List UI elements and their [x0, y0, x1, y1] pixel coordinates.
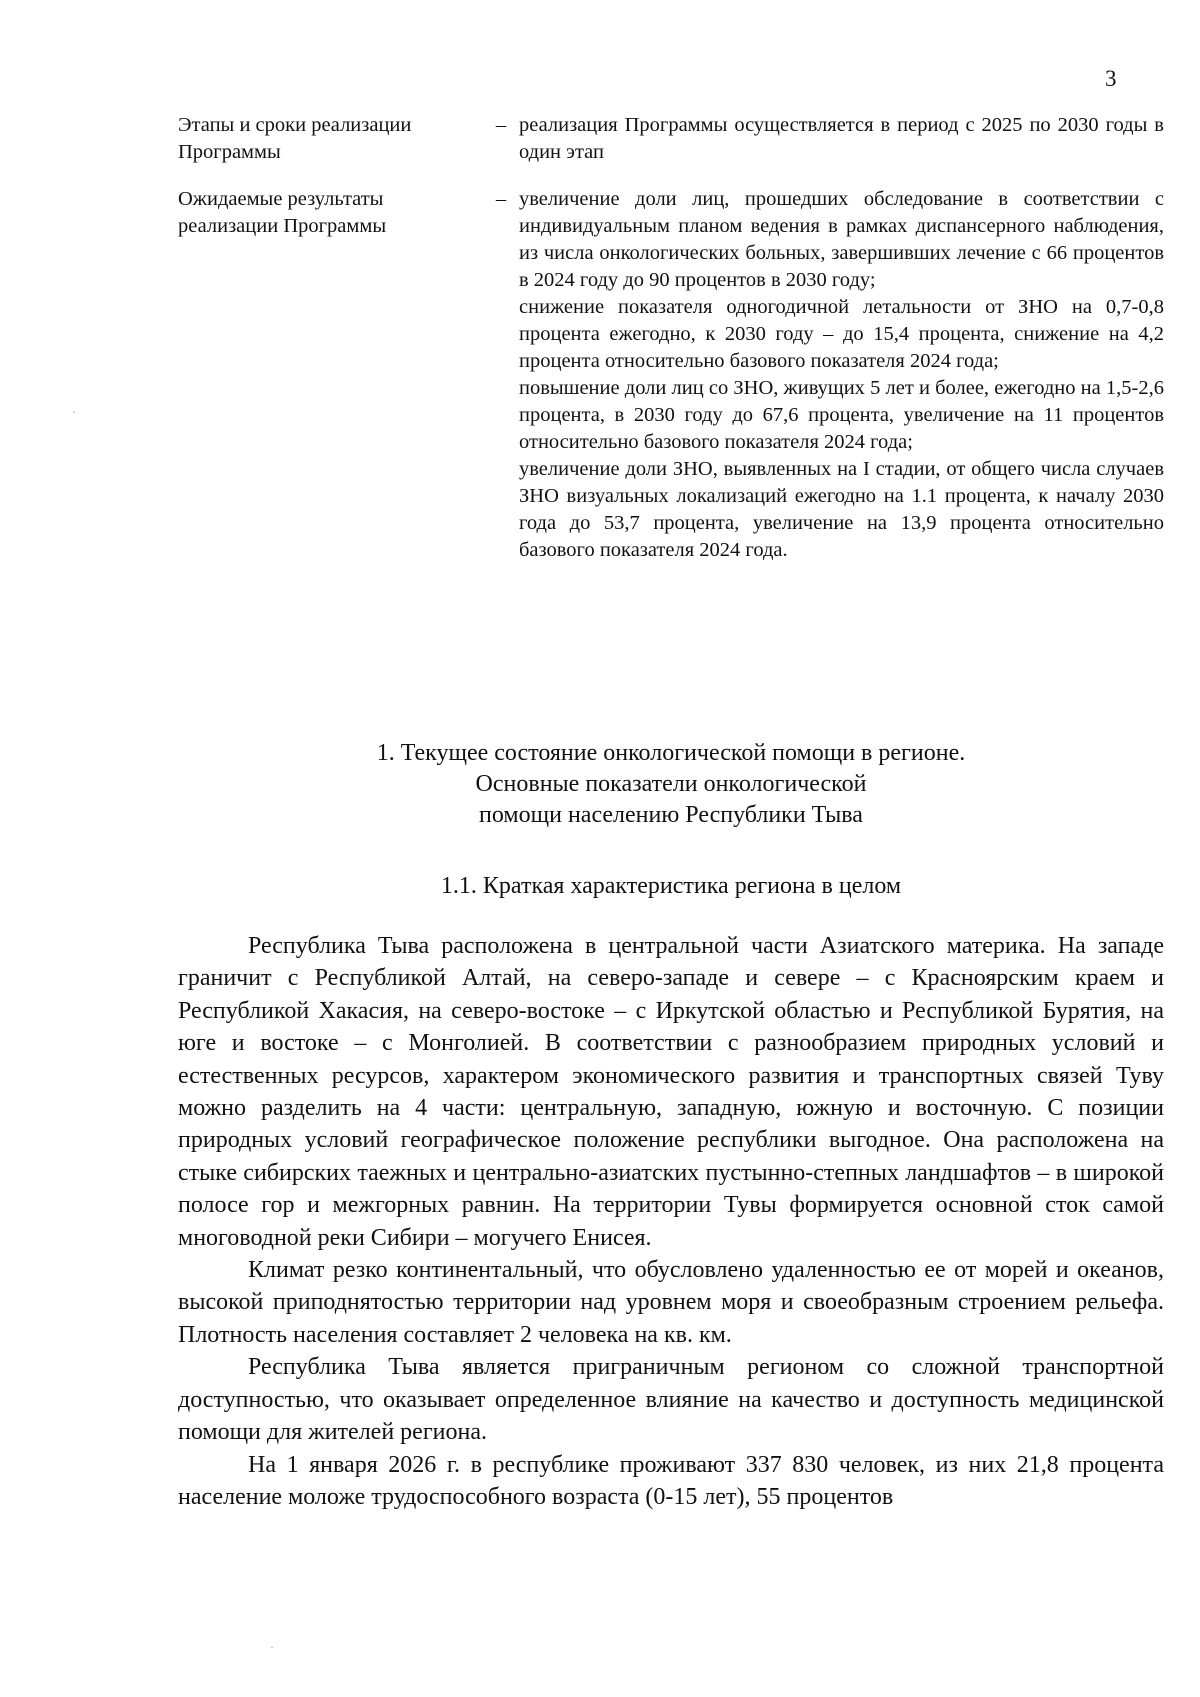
table-row [178, 112, 1164, 166]
scan-speck: · [270, 1640, 274, 1654]
row-paragraph: повышение доли лиц со ЗНО, живущих 5 лет и более, ежегодно на 1,5-2,6 процента, в 2030 году до 67,6 процента, увеличение на 11 процентов относительно базового показателя 2024 года; [519, 377, 1164, 453]
program-passport-table [178, 112, 1164, 584]
section-heading-line: помощи населению Республики Тыва [479, 802, 863, 828]
body-text [178, 930, 1164, 1513]
body-paragraph: Республика Тыва является приграничным регионом со сложной транспортной доступностью, что оказывает определенное влияние на качество и доступность медицинской помощи для жителей региона. [178, 1354, 1164, 1446]
page-number: 3 [1105, 66, 1117, 91]
row-label: Этапы и сроки реализации Программы [178, 114, 412, 163]
section-heading-line: Основные показатели онкологической [475, 771, 867, 797]
row-content [519, 186, 1164, 564]
section-heading [178, 738, 1164, 831]
body-paragraph: Республика Тыва расположена в центральной части Азиатского материка. На западе граничит с Республикой Алтай, на северо-западе и севере – с Красноярским краем и Республикой Хакасия, на северо-востоке – с Иркутской областью и Республикой Бурятия, на юге и востоке – с Монголией. В соответствии с разнообразием природных условий и естественных ресурсов, характером экономического развития и транспортных связей Туву можно разделить на 4 части: центральную, западную, южную и восточную. С позиции природных условий географическое положение республики выгодное. Она расположена на стыке сибирских таежных и центрально-азиатских пустынно-степных ландшафтов – в широкой полосе гор и межгорных равнин. На территории Тувы формируется основной сток самой многоводной реки Сибири – могучего Енисея. [178, 933, 1164, 1251]
body-paragraph: Климат резко континентальный, что обусловлено удаленностью ее от морей и океанов, высокой приподнятостью территории над уровнем моря и своеобразным строением рельефа. Плотность населения составляет 2 человека на кв. км. [178, 1257, 1164, 1348]
row-dash: – [495, 188, 507, 210]
body-paragraph: На 1 января 2026 г. в республике проживают 337 830 человек, из них 21,8 процента население моложе трудоспособного возраста (0-15 лет), 55 процентов [178, 1451, 1164, 1510]
table-row [178, 186, 1164, 564]
row-dash: – [495, 114, 507, 136]
row-paragraph: снижение показателя одногодичной летальности от ЗНО на 0,7-0,8 процента ежегодно, к 2030 году – до 15,4 процента, снижение на 4,2 процента относительно базового показателя 2024 года; [519, 296, 1164, 372]
subsection-heading-text: 1.1. Краткая характеристика региона в целом [440, 873, 902, 899]
row-paragraph: реализация Программы осуществляется в период с 2025 по 2030 годы в один этап [519, 114, 1164, 163]
row-paragraph: увеличение доли лиц, прошедших обследование в соответствии с индивидуальным планом ведения в рамках диспансерного наблюдения, из числа онкологических больных, завершивших лечение с 66 процентов в 2024 году до 90 процентов в 2030 году; [519, 188, 1164, 291]
section-heading-line: 1. Текущее состояние онкологической помощи в регионе. [376, 740, 966, 766]
subsection-heading [178, 871, 1164, 902]
row-label: Ожидаемые результаты реализации Программы [178, 188, 387, 237]
row-paragraph: увеличение доли ЗНО, выявленных на I стадии, от общего числа случаев ЗНО визуальных локализаций ежегодно на 1.1 процента, к началу 2030 года до 53,7 процента, увеличение на 13,9 процента относительно базового показателя 2024 года. [519, 458, 1164, 561]
scan-speck: · [72, 405, 76, 419]
row-content [519, 112, 1164, 166]
